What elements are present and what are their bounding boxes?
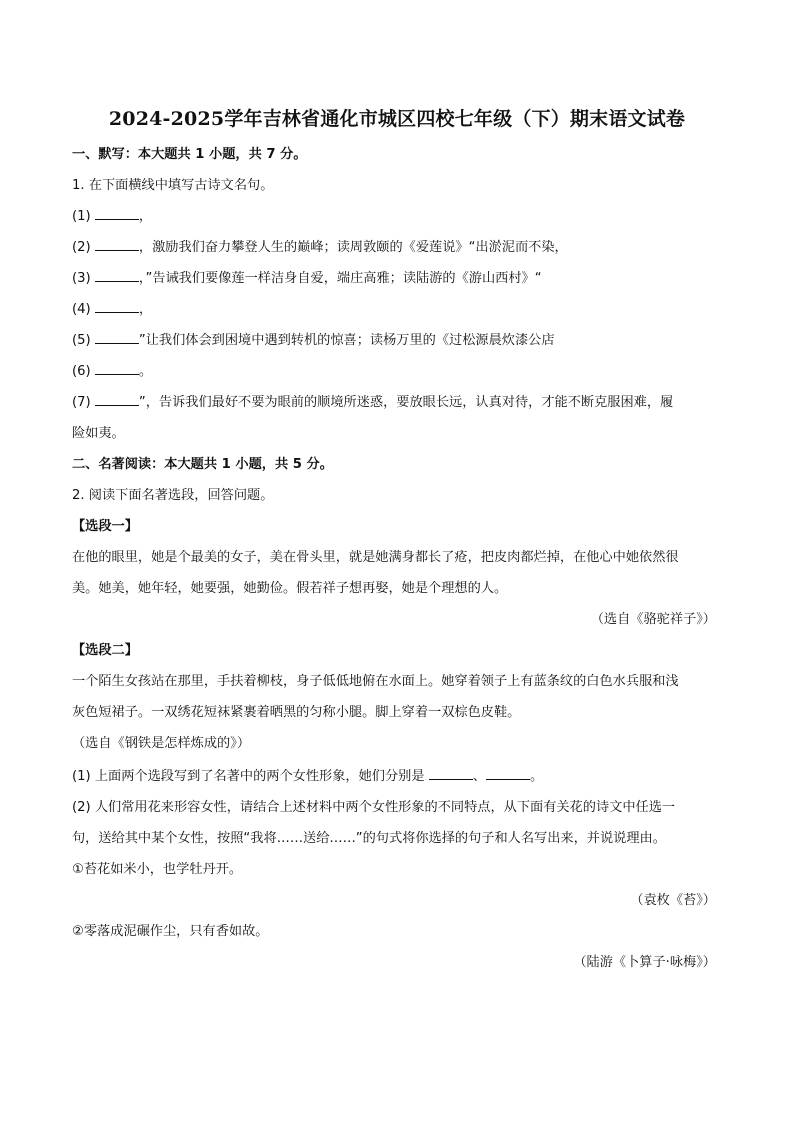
poem-option-1-source: （袁枚《苔》）: [630, 893, 716, 908]
answer-blank[interactable]: [95, 269, 139, 282]
answer-blank[interactable]: [95, 238, 139, 251]
item-number: (7): [72, 395, 91, 410]
question-2: 2. 阅读下面名著选段，回答问题。: [72, 488, 274, 503]
excerpt-1-label: 【选段一】: [72, 519, 138, 534]
item-6: [72, 362, 152, 382]
item-number: (3): [72, 271, 91, 286]
subquestion-2-line: (2) 人们常用花来形容女性，请结合上述材料中两个女性形象的不同特点，从下面有关花的诗文中任选一: [72, 800, 676, 815]
item-4: [72, 300, 152, 320]
page-title: 2024-2025学年吉林省通化市城区四校七年级（下）期末语文试卷: [108, 108, 686, 130]
item-number: (2): [72, 240, 91, 255]
item-7-continuation: 险如夷。: [72, 426, 125, 441]
poem-option-2: ②零落成泥碾作尘，只有香如故。: [72, 924, 269, 939]
item-5: [72, 331, 555, 351]
answer-blank[interactable]: [95, 393, 139, 406]
item-text: ，: [138, 302, 153, 317]
item-7: [72, 393, 673, 413]
excerpt-1-source: （选自《骆驼祥子》）: [590, 612, 716, 627]
poem-option-2-source: （陆游《卜算子·咏梅》）: [573, 955, 716, 970]
excerpt-2-line: 灰色短裙子。一双绣花短袜紧裹着晒黑的匀称小腿。脚上穿着一双棕色皮鞋。: [72, 705, 521, 720]
subquestion-1: [72, 767, 543, 787]
excerpt-2-line: 一个陌生女孩站在那里，手扶着柳枝，身子低低地俯在水面上。她穿着领子上有蓝条纹的白色水兵服和浅: [72, 674, 679, 689]
section1-heading: 一、默写：本大题共 1 小题，共 7 分。: [72, 147, 307, 162]
item-text: ，: [138, 209, 153, 224]
period: 。: [529, 769, 544, 784]
section2-heading: 二、名著阅读：本大题共 1 小题，共 5 分。: [72, 457, 333, 472]
answer-blank[interactable]: [486, 767, 530, 780]
item-number: (5): [72, 333, 91, 348]
question-1: 1. 在下面横线中填写古诗文名句。: [72, 178, 274, 193]
answer-blank[interactable]: [95, 207, 139, 220]
item-text: ，激励我们奋力攀登人生的巅峰；读周敦颐的《爱莲说》“出淤泥而不染，: [138, 240, 568, 255]
item-text: ，”告诫我们要像莲一样洁身自爱，端庄高雅；读陆游的《游山西村》“: [138, 271, 542, 286]
excerpt-2-source: （选自《钢铁是怎样炼成的》）: [72, 736, 251, 751]
item-1: [72, 207, 152, 227]
answer-blank[interactable]: [95, 362, 139, 375]
subquestion-2-line: 句，送给其中某个女性，按照“我将……送给……”的句式将你选择的句子和人名写出来，并说说理由。: [72, 831, 666, 846]
excerpt-1-line: 在他的眼里，她是个最美的女子，美在骨头里，就是她满身都长了疮，把皮肉都烂掉，在他心中她依然很: [72, 550, 679, 565]
item-text: 。: [138, 364, 153, 379]
item-2: [72, 238, 568, 258]
separator: 、: [472, 769, 486, 784]
item-text: ”，告诉我们最好不要为眼前的顺境所迷惑，要放眼长远，认真对待，才能不断克服困难，履: [138, 395, 674, 410]
excerpt-2-label: 【选段二】: [72, 643, 138, 658]
answer-blank[interactable]: [429, 767, 473, 780]
subquestion-1-text: (1) 上面两个选段写到了名著中的两个女性形象，她们分别是: [72, 769, 425, 784]
poem-option-1: ①苔花如米小，也学牡丹开。: [72, 862, 243, 877]
item-number: (6): [72, 364, 91, 379]
item-number: (4): [72, 302, 91, 317]
answer-blank[interactable]: [95, 331, 139, 344]
excerpt-1-line: 美。她美，她年轻，她要强，她勤俭。假若祥子想再娶，她是个理想的人。: [72, 581, 508, 596]
item-number: (1): [72, 209, 91, 224]
item-text: ”让我们体会到困境中遇到转机的惊喜；读杨万里的《过松源晨炊漆公店: [138, 333, 555, 348]
item-3: [72, 269, 542, 289]
answer-blank[interactable]: [95, 300, 139, 313]
